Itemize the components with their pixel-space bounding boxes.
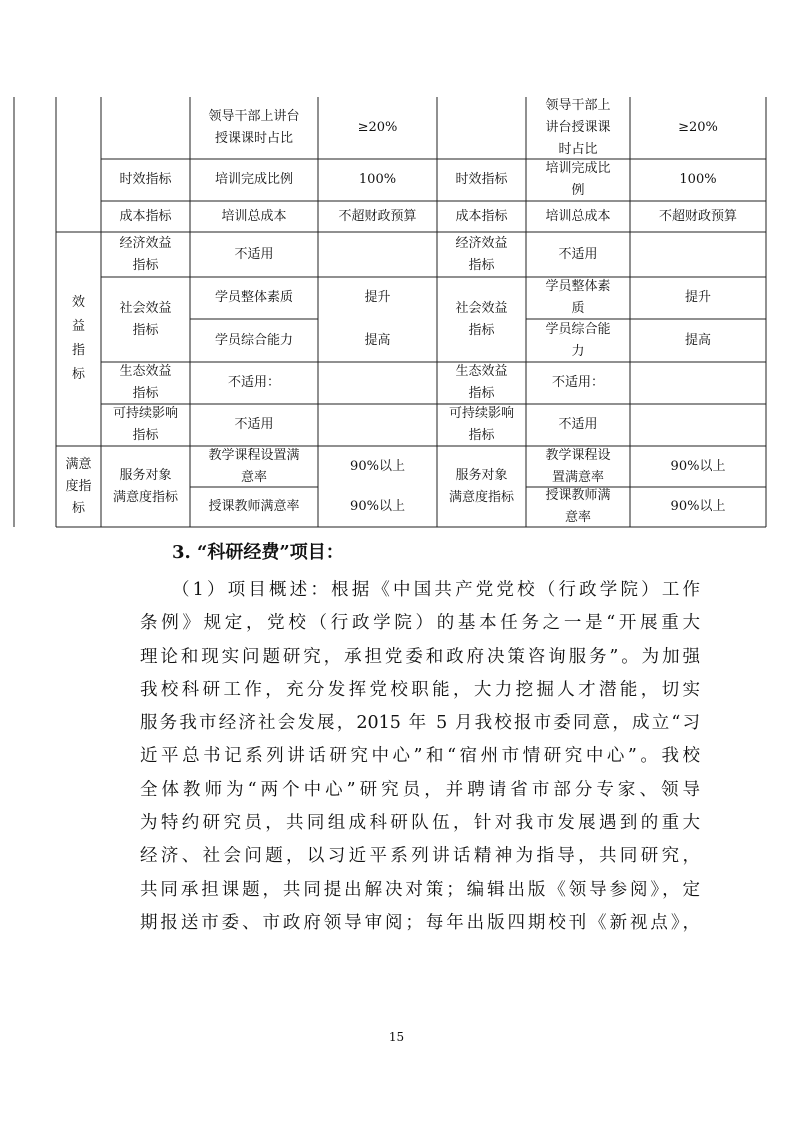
- page-number: 15: [388, 1030, 405, 1044]
- table-cell: 成本指标: [119, 208, 172, 224]
- table-cell: 提升: [684, 290, 711, 305]
- table-cell: 可持续影响 指标: [112, 406, 178, 443]
- table-cell: ≥20%: [357, 120, 398, 135]
- table-cell: [630, 404, 766, 446]
- table-cell: 经济效益 指标: [455, 235, 508, 273]
- table-cell: 培训总成本: [221, 208, 287, 224]
- table-cell: 经济效益 指标: [119, 235, 172, 273]
- table-cell: 100%: [679, 172, 717, 187]
- table-cell: 培训总成本: [545, 208, 611, 224]
- body-line: 经济、社会问题，以习近平系列讲话精神为指导，共同研究，: [140, 846, 700, 867]
- table-cell: 培训完成比例: [214, 172, 293, 187]
- service-satisfaction-label-right: 服务对象 满意度指标: [448, 467, 514, 505]
- table-cell: 教学课程设置满 意率: [208, 447, 300, 485]
- table-cell: 不适用: [558, 246, 598, 262]
- table-cell: 90%以上: [350, 458, 405, 474]
- body-line: 服务我市经济社会发展，2015 年 5 月我校报市委同意，成立“习: [140, 713, 700, 734]
- body-line: 为特约研究员，共同组成科研队伍，针对我市发展遇到的重大: [140, 813, 700, 834]
- table-cell: 生态效益 指标: [119, 364, 172, 401]
- body-line: 条例》规定，党校（行政学院）的基本任务之一是“开展重大: [140, 613, 700, 634]
- benefit-indicator-group-label: 效 益 指 标: [71, 295, 85, 382]
- table-cell: 时效指标: [455, 172, 508, 187]
- table-cell: 学员整体素 质: [545, 279, 611, 316]
- table-cell: 学员整体素质: [214, 290, 293, 305]
- body-line: 理论和现实问题研究，承担党委和政府决策咨询服务”。为加强: [140, 646, 700, 667]
- table-cell: 90%以上: [670, 458, 726, 474]
- body-line: 我校科研工作，充分发挥党校职能，大力挖掘人才潜能，切实: [140, 679, 700, 700]
- table-cell: 不适用: [234, 417, 274, 432]
- social-benefit-label-left: 社会效益 指标: [119, 300, 172, 338]
- table-cell: [318, 362, 437, 404]
- table-cell: 授课教师满 意率: [545, 488, 611, 525]
- table-cell: 培训完成比 例: [545, 161, 611, 198]
- body-line: 近平总书记系列讲话研究中心”和“宿州市情研究中心”。我校: [140, 746, 700, 767]
- table-cell: 90%以上: [350, 499, 405, 514]
- table-cell: 90%以上: [670, 499, 726, 514]
- body-line: 期报送市委、市政府领导审阅；每年出版四期校刊《新视点》，: [140, 912, 700, 933]
- table-cell: 提高: [684, 332, 711, 348]
- table-cell: 学员综合能力: [214, 332, 293, 348]
- section-heading: 3. “科研经费”项目：: [172, 542, 344, 563]
- table-cell: [630, 362, 766, 404]
- table-cell: 不超财政预算: [658, 208, 737, 224]
- satisfaction-indicator-group-label: 满意 度指 标: [65, 456, 92, 516]
- table-cell: 领导干部上 讲台授课课 时占比: [545, 98, 611, 157]
- table-cell: [318, 404, 437, 446]
- table-cell: 可持续影响 指标: [448, 406, 514, 443]
- body-line: 共同承担课题，共同提出解决对策；编辑出版《领导参阅》，定: [140, 879, 700, 900]
- table-cell: [630, 232, 766, 277]
- table-cell: 不适用：: [551, 375, 604, 390]
- table-cell: 100%: [358, 172, 397, 187]
- table-cell: 不超财政预算: [338, 208, 417, 224]
- table-cell: 成本指标: [455, 208, 508, 224]
- body-paragraph: [140, 574, 700, 940]
- table-cell: 提高: [364, 332, 391, 348]
- table-cell: 授课教师满意率: [208, 499, 300, 514]
- table-cell: 学员综合能 力: [545, 321, 611, 359]
- table-cell: 生态效益 指标: [455, 364, 508, 401]
- table-cell: 不适用: [234, 246, 274, 262]
- table-cell: 时效指标: [119, 172, 172, 187]
- table-cell: 教学课程设 置满意率: [545, 447, 611, 485]
- table-cell: 提升: [364, 290, 391, 305]
- social-benefit-label-right: 社会效益 指标: [455, 300, 508, 338]
- table-cell: 不适用：: [227, 375, 280, 390]
- body-line: 全体教师为“两个中心”研究员，并聘请省市部分专家、领导: [140, 779, 700, 800]
- service-satisfaction-label-left: 服务对象 满意度指标: [112, 467, 178, 505]
- table-cell: 不适用: [558, 417, 598, 432]
- body-line: （1）项目概述：根据《中国共产党党校（行政学院）工作: [172, 580, 700, 600]
- table-cell: ≥20%: [678, 120, 718, 135]
- table-cell: [318, 232, 437, 277]
- table-cell: 领导干部上讲台 授课课时占比: [208, 109, 300, 146]
